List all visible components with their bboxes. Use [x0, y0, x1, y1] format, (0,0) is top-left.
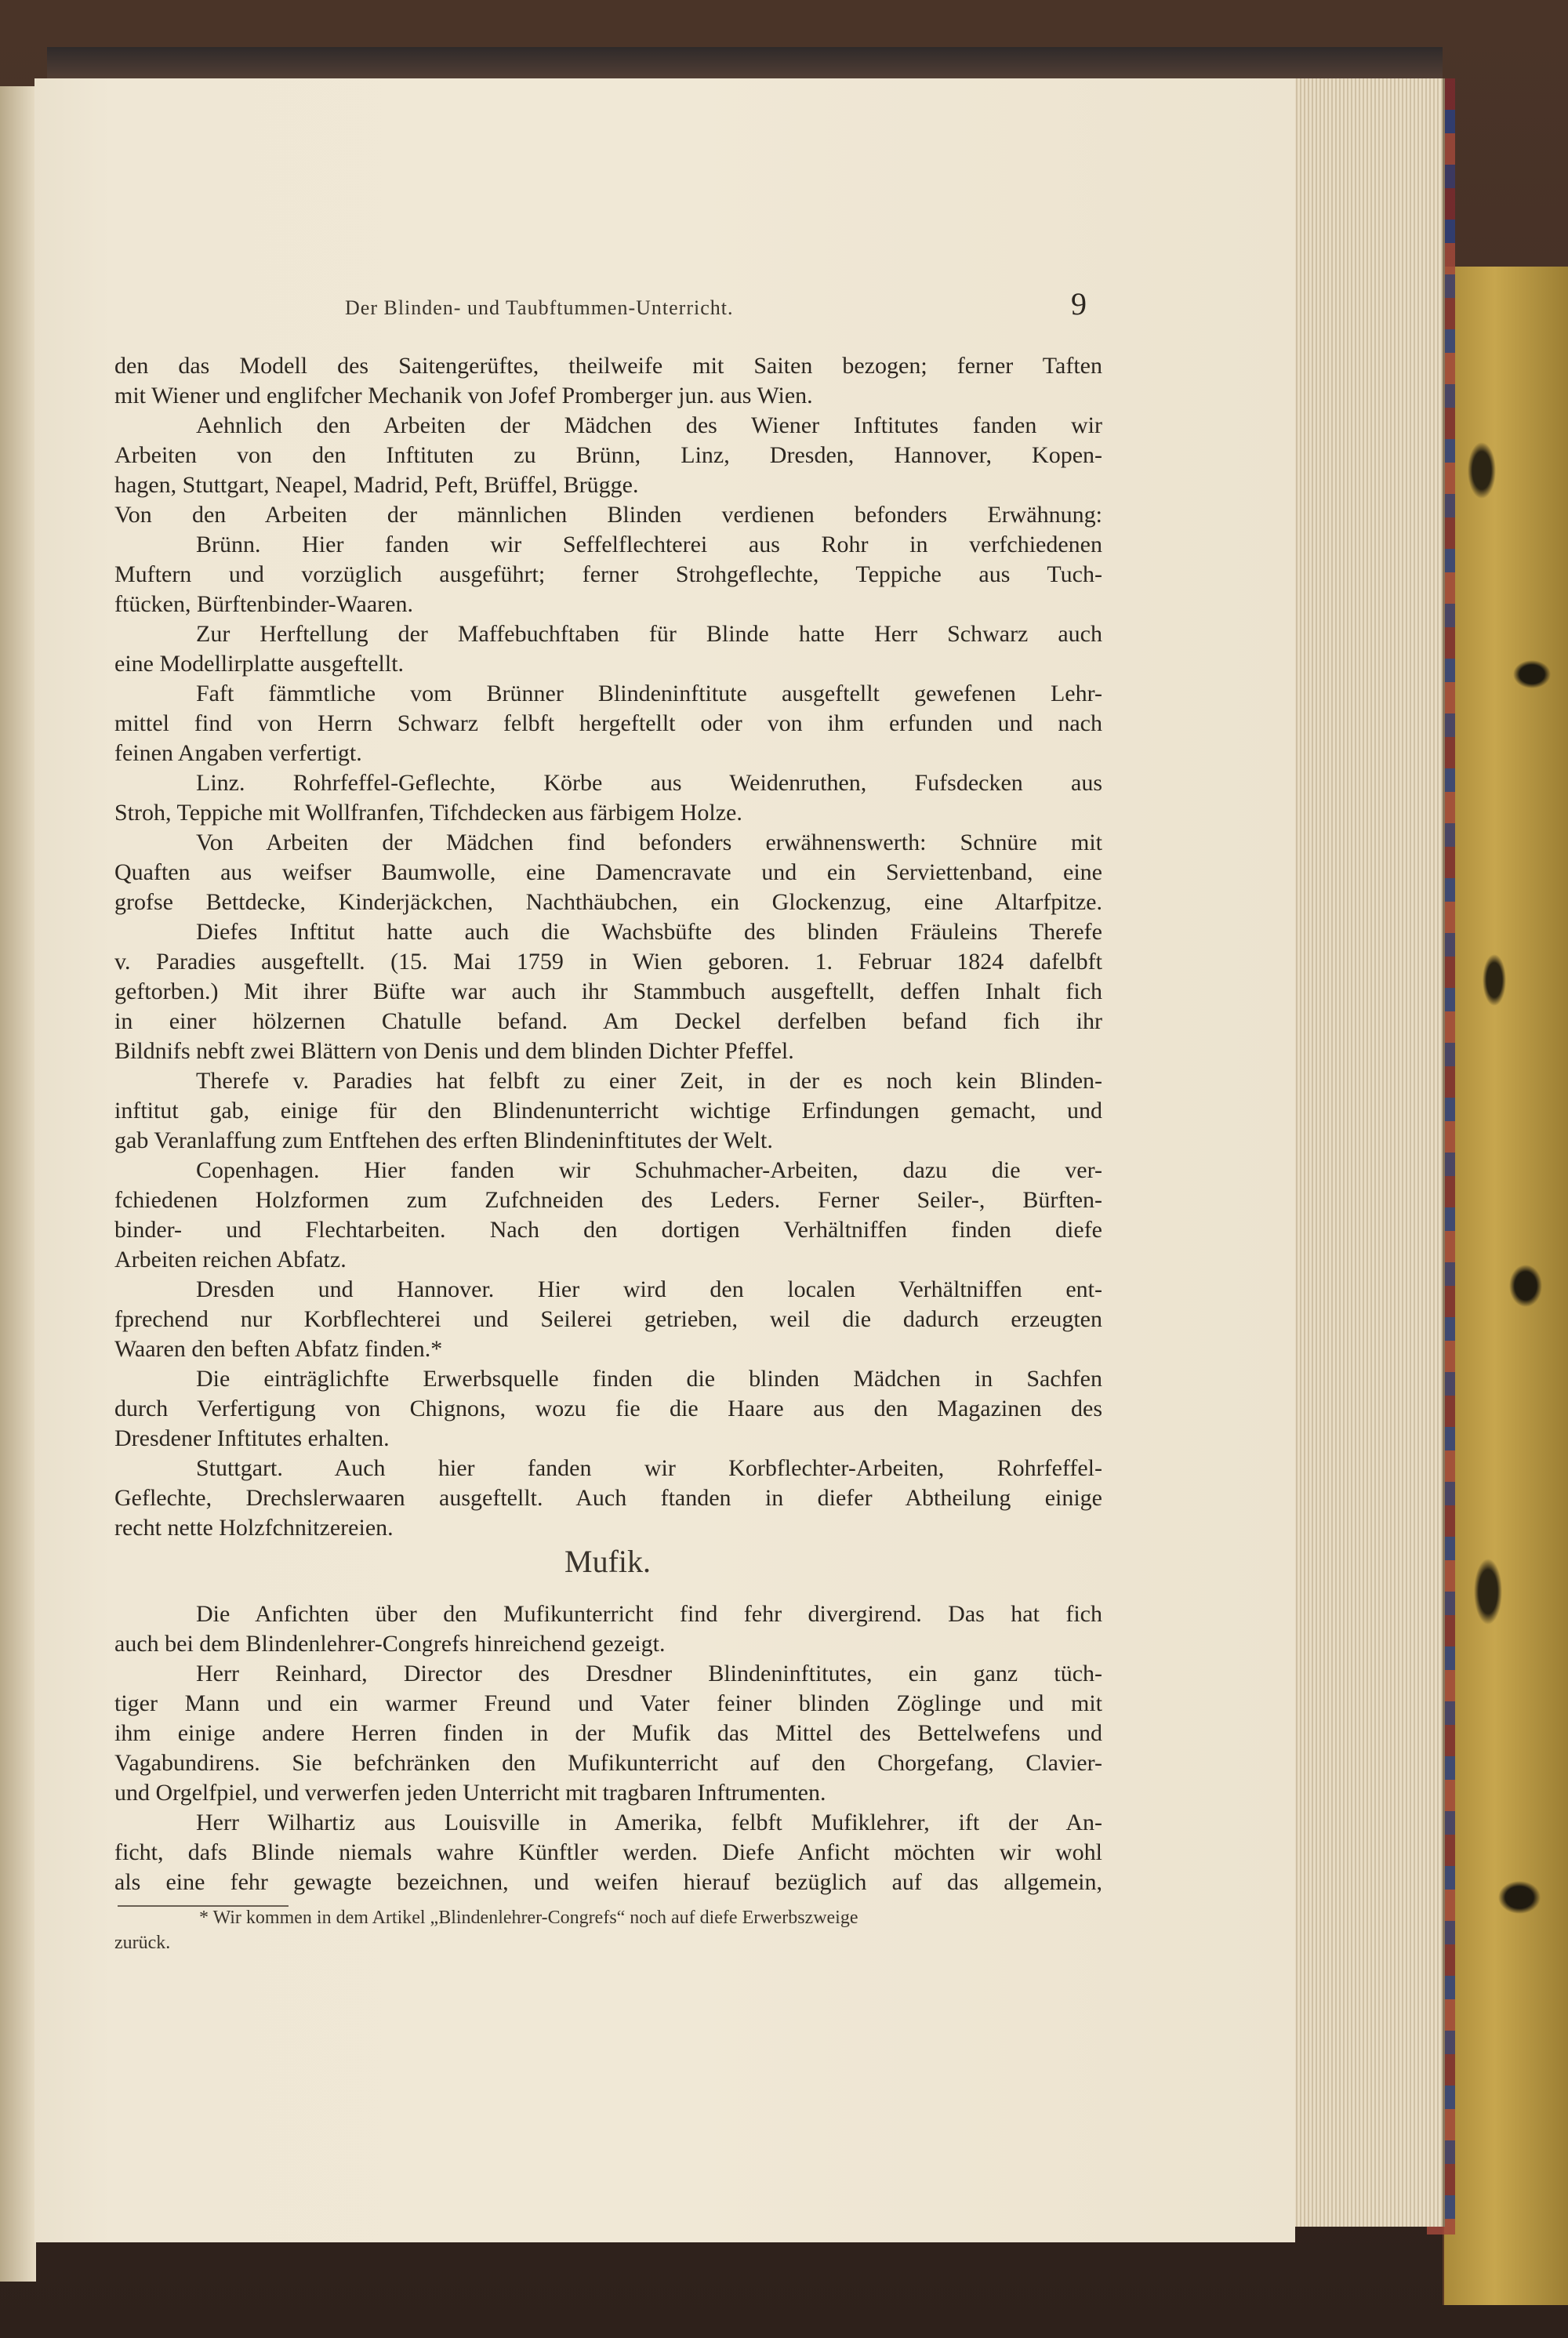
- text-line: inftitut gab, einige für den Blindenunterricht wichtige Erfindungen gemacht, und: [114, 1098, 1102, 1124]
- page-number: 9: [1071, 286, 1087, 321]
- text-line: binder- und Flechtarbeiten. Nach den dortigen Verhältniffen finden diefe: [114, 1217, 1102, 1243]
- text-line: Copenhagen. Hier fanden wir Schuhmacher-Arbeiten, dazu die ver-: [196, 1157, 1102, 1183]
- text-line: v. Paradies ausgeftellt. (15. Mai 1759 in Wien geboren. 1. Februar 1824 dafelbft: [114, 949, 1102, 975]
- text-line: gab Veranlaffung zum Entftehen des erften Blindeninftitutes der Welt.: [114, 1127, 773, 1153]
- text-line: fprechend nur Korbflechterei und Seilerei getrieben, weil die dadurch erzeugten: [114, 1306, 1102, 1332]
- text-line: Stroh, Teppiche mit Wollfranfen, Tifchdecken aus färbigem Holze.: [114, 800, 742, 826]
- footnote-line: * Wir kommen in dem Artikel „Blindenlehrer-Congrefs“ noch auf diefe Erwerbszweige: [199, 1908, 858, 1928]
- text-line: feinen Angaben verfertigt.: [114, 740, 362, 766]
- text-line: Faft fämmtliche vom Brünner Blindeninftitute ausgeftellt gewefenen Lehr-: [196, 681, 1102, 706]
- text-line: Von Arbeiten der Mädchen find befonders erwähnenswerth: Schnüre mit: [196, 830, 1102, 855]
- text-line: Geflechte, Drechslerwaaren ausgeftellt. Auch ftanden in diefer Abtheilung einige: [114, 1485, 1102, 1511]
- text-line: auch bei dem Blindenlehrer-Congrefs hinreichend gezeigt.: [114, 1631, 666, 1657]
- text-line: fchiedenen Holzformen zum Zufchneiden des Leders. Ferner Seiler-, Bürften-: [114, 1187, 1102, 1213]
- footnote-line: zurück.: [114, 1933, 171, 1953]
- text-line: mit Wiener und englifcher Mechanik von Jofef Promberger jun. aus Wien.: [114, 383, 813, 408]
- text-line: als eine fehr gewagte bezeichnen, und weifen hierauf bezüglich auf das allgemein,: [114, 1869, 1102, 1895]
- left-page-edge: [0, 86, 36, 2282]
- text-line: Arbeiten von den Inftituten zu Brünn, Linz, Dresden, Hannover, Kopen-: [114, 442, 1102, 468]
- text-line: und Orgelfpiel, und verwerfen jeden Unterricht mit tragbaren Inftrumenten.: [114, 1780, 826, 1806]
- text-line: Bildnifs nebft zwei Blättern von Denis und dem blinden Dichter Pfeffel.: [114, 1038, 794, 1064]
- text-line: durch Verfertigung von Chignons, wozu fie die Haare aus den Magazinen des: [114, 1396, 1102, 1421]
- text-line: Dresden und Hannover. Hier wird den localen Verhältniffen ent-: [196, 1276, 1102, 1302]
- text-line: Von den Arbeiten der männlichen Blinden verdienen befonders Erwähnung:: [114, 502, 1102, 528]
- text-line: ficht, dafs Blinde niemals wahre Künftler werden. Diefe Anficht möchten wir wohl: [114, 1839, 1102, 1865]
- page-stack: [1294, 78, 1445, 2227]
- text-line: Stuttgart. Auch hier fanden wir Korbflechter-Arbeiten, Rohrfeffel-: [196, 1455, 1102, 1481]
- text-line: Quaften aus weifser Baumwolle, eine Damencravate und ein Serviettenband, eine: [114, 859, 1102, 885]
- text-line: grofse Bettdecke, Kinderjäckchen, Nachthäubchen, ein Glockenzug, eine Altarfpitze.: [114, 889, 1102, 915]
- text-line: recht nette Holzfchnitzereien.: [114, 1515, 394, 1541]
- text-line: den das Modell des Saitengerüftes, theilweife mit Saiten bezogen; ferner Taften: [114, 353, 1102, 379]
- text-line: Waaren den beften Abfatz finden.*: [114, 1336, 443, 1362]
- text-line: in einer hölzernen Chatulle befand. Am Deckel derfelben befand fich ihr: [114, 1008, 1102, 1034]
- text-line: Diefes Inftitut hatte auch die Wachsbüfte des blinden Fräuleins Therefe: [196, 919, 1102, 945]
- text-line: mittel find von Herrn Schwarz felbft hergeftellt oder von ihm erfunden und nach: [114, 710, 1102, 736]
- text-line: Vagabundirens. Sie befchränken den Mufikunterricht auf den Chorgefang, Clavier-: [114, 1750, 1102, 1776]
- text-line: Herr Reinhard, Director des Dresdner Blindeninftitutes, ein ganz tüch-: [196, 1661, 1102, 1686]
- running-head: Der Blinden- und Taubftummen-Unterricht.: [345, 296, 734, 319]
- text-line: Therefe v. Paradies hat felbft zu einer Zeit, in der es noch kein Blinden-: [196, 1068, 1102, 1094]
- text-line: Linz. Rohrfeffel-Geflechte, Körbe aus Weidenruthen, Fufsdecken aus: [196, 770, 1102, 796]
- text-line: ihm einige andere Herren finden in der Mufik das Mittel des Bettelwefens und: [114, 1720, 1102, 1746]
- text-line: Brünn. Hier fanden wir Seffelflechterei aus Rohr in verfchiedenen: [196, 532, 1102, 557]
- text-line: eine Modellirplatte ausgeftellt.: [114, 651, 405, 677]
- text-line: geftorben.) Mit ihrer Büfte war auch ihr Stammbuch ausgeftellt, deffen Inhalt fich: [114, 978, 1102, 1004]
- marbled-cover: [1443, 267, 1568, 2305]
- text-line: Dresdener Inftitutes erhalten.: [114, 1425, 390, 1451]
- section-title: Mufik.: [564, 1544, 651, 1579]
- text-line: Die einträglichfte Erwerbsquelle finden die blinden Mädchen in Sachfen: [196, 1366, 1102, 1392]
- text-line: Herr Wilhartiz aus Louisville in Amerika, felbft Mufiklehrer, ift der An-: [196, 1810, 1102, 1835]
- text-line: hagen, Stuttgart, Neapel, Madrid, Peft, Brüffel, Brügge.: [114, 472, 639, 498]
- text-line: Die Anfichten über den Mufikunterricht find fehr divergirend. Das hat fich: [196, 1601, 1102, 1627]
- text-line: Zur Herftellung der Maffebuchftaben für Blinde hatte Herr Schwarz auch: [196, 621, 1102, 647]
- text-line: ftücken, Bürftenbinder-Waaren.: [114, 591, 413, 617]
- text-line: tiger Mann und ein warmer Freund und Vater feiner blinden Zöglinge und mit: [114, 1690, 1102, 1716]
- text-line: Muftern und vorzüglich ausgeführt; ferner Strohgeflechte, Teppiche aus Tuch-: [114, 561, 1102, 587]
- text-line: Arbeiten reichen Abfatz.: [114, 1247, 347, 1272]
- text-line: Aehnlich den Arbeiten der Mädchen des Wiener Inftitutes fanden wir: [196, 412, 1102, 438]
